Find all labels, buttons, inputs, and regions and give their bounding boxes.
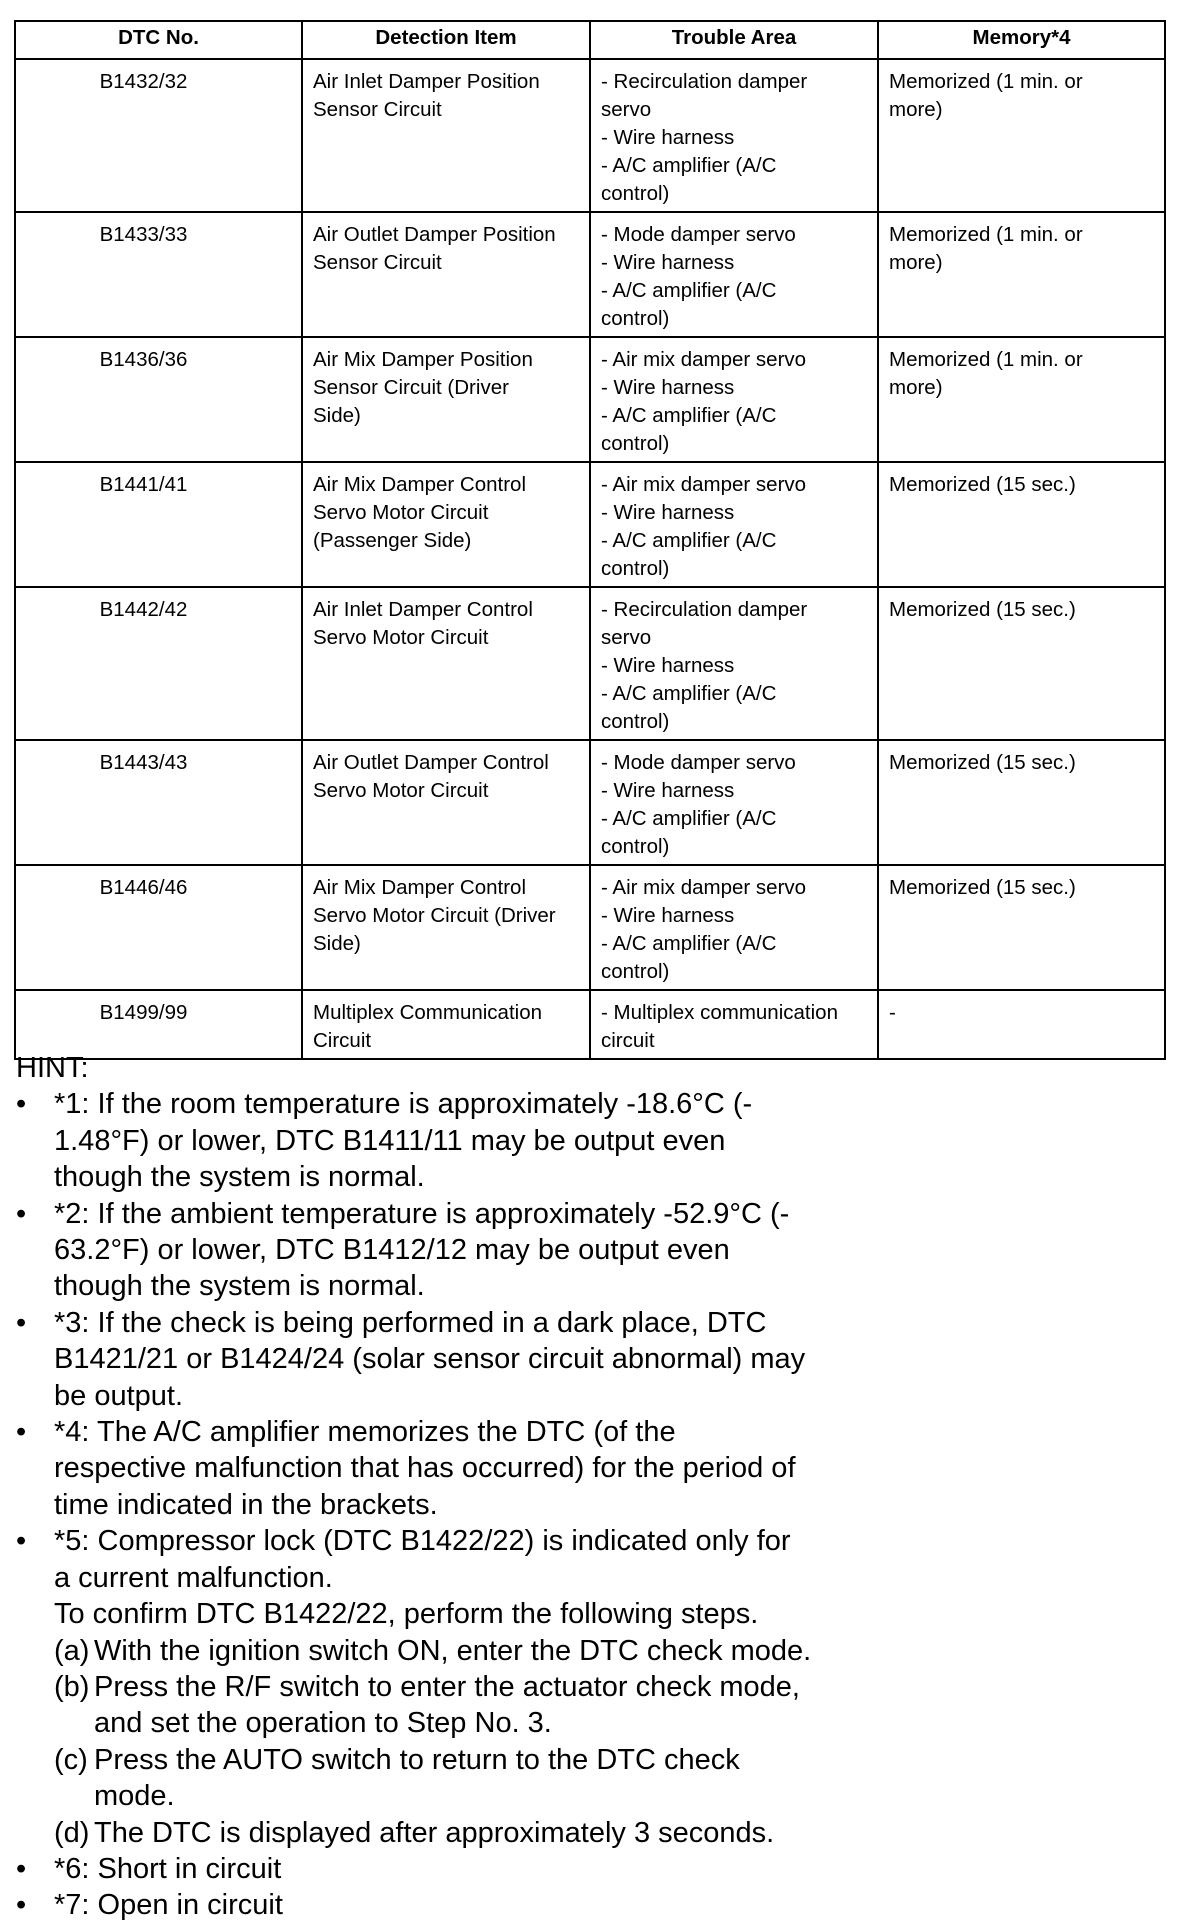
cell-line: - Wire harness xyxy=(601,251,735,274)
hint-note-line: *2: If the ambient temperature is approximately -52.9°C (- xyxy=(54,1197,790,1230)
cell-line: control) xyxy=(601,182,670,205)
detection-item-cell xyxy=(302,59,590,212)
hint-note xyxy=(16,1887,1166,1923)
hint-note-line: respective malfunction that has occurred) for the period of xyxy=(54,1452,796,1485)
hint-section xyxy=(16,1050,1166,1924)
cell-line: - Wire harness xyxy=(601,904,735,927)
step-line: and set the operation to Step No. 3. xyxy=(94,1707,552,1740)
hint-subtext: To confirm DTC B1422/22, perform the following steps. xyxy=(54,1598,759,1631)
trouble-area-cell xyxy=(590,337,878,462)
step-label: (a) xyxy=(54,1634,90,1667)
cell-line: - A/C amplifier (A/C xyxy=(601,404,777,427)
dtc-table xyxy=(14,20,1166,1060)
hint-note xyxy=(16,1523,1166,1596)
cell-line: - A/C amplifier (A/C xyxy=(601,682,777,705)
header-dtc-no: DTC No. xyxy=(15,21,302,59)
hint-note-line: *7: Open in circuit xyxy=(54,1889,283,1922)
cell-line: control) xyxy=(601,960,670,983)
cell-line: Memorized (1 min. or xyxy=(889,70,1083,93)
cell-line: control) xyxy=(601,835,670,858)
cell-line: Air Outlet Damper Position xyxy=(313,223,556,246)
cell-line: - Air mix damper servo xyxy=(601,348,807,371)
table-row xyxy=(15,865,1165,990)
hint-note-line: *3: If the check is being performed in a dark place, DTC xyxy=(54,1306,767,1339)
cell-line: - Mode damper servo xyxy=(601,223,796,246)
bullet-icon: • xyxy=(16,1889,27,1922)
bullet-icon: • xyxy=(16,1306,27,1339)
trouble-area-cell xyxy=(590,587,878,740)
hint-note xyxy=(16,1086,1166,1195)
header-trouble-area: Trouble Area xyxy=(590,21,878,59)
dtc-cell xyxy=(15,59,302,212)
trouble-area-cell xyxy=(590,865,878,990)
cell-line: Servo Motor Circuit (Driver xyxy=(313,904,556,927)
cell-line: B1442/42 xyxy=(99,598,188,621)
cell-line: - Wire harness xyxy=(601,501,735,524)
detection-item-cell xyxy=(302,990,590,1059)
cell-line: more) xyxy=(889,98,943,121)
bullet-icon: • xyxy=(16,1416,27,1449)
cell-line: - Multiplex communication xyxy=(601,1001,838,1024)
cell-line: - Wire harness xyxy=(601,779,735,802)
step-line: With the ignition switch ON, enter the DTC check mode. xyxy=(94,1634,812,1667)
dtc-cell xyxy=(15,865,302,990)
cell-line: servo xyxy=(601,626,652,649)
cell-line: (Passenger Side) xyxy=(313,529,472,552)
cell-line: - Air mix damper servo xyxy=(601,473,807,496)
hint-step xyxy=(16,1815,1166,1851)
cell-line: - xyxy=(889,1001,896,1024)
dtc-cell xyxy=(15,990,302,1059)
hint-note-line: time indicated in the brackets. xyxy=(54,1488,438,1521)
cell-line: more) xyxy=(889,251,943,274)
hint-note xyxy=(16,1305,1166,1414)
bullet-icon: • xyxy=(16,1088,27,1121)
dtc-cell xyxy=(15,462,302,587)
memory-cell xyxy=(878,212,1165,337)
cell-line: Air Inlet Damper Control xyxy=(313,598,533,621)
table-row xyxy=(15,212,1165,337)
hint-note-line: *6: Short in circuit xyxy=(54,1852,282,1885)
hint-note-line: *5: Compressor lock (DTC B1422/22) is indicated only for xyxy=(54,1525,791,1558)
trouble-area-cell xyxy=(590,59,878,212)
memory-cell xyxy=(878,59,1165,212)
cell-line: more) xyxy=(889,376,943,399)
table-row xyxy=(15,59,1165,212)
table-row xyxy=(15,740,1165,865)
cell-line: - A/C amplifier (A/C xyxy=(601,154,777,177)
header-memory: Memory*4 xyxy=(878,21,1165,59)
cell-line: Side) xyxy=(313,932,361,955)
cell-line: Air Mix Damper Position xyxy=(313,348,533,371)
detection-item-cell xyxy=(302,740,590,865)
cell-line: B1499/99 xyxy=(99,1001,188,1024)
hint-note-line: 1.48°F) or lower, DTC B1411/11 may be output even xyxy=(54,1124,726,1157)
detection-item-cell xyxy=(302,587,590,740)
cell-line: Side) xyxy=(313,404,361,427)
cell-line: Memorized (15 sec.) xyxy=(889,751,1076,774)
cell-line: - Wire harness xyxy=(601,126,735,149)
hint-note-line: though the system is normal. xyxy=(54,1270,425,1303)
hint-title: HINT: xyxy=(16,1052,89,1084)
step-line: Press the R/F switch to enter the actuator check mode, xyxy=(94,1670,800,1703)
header-detection-item: Detection Item xyxy=(302,21,590,59)
cell-line: - A/C amplifier (A/C xyxy=(601,932,777,955)
cell-line: B1441/41 xyxy=(99,473,188,496)
hint-note-line: *4: The A/C amplifier memorizes the DTC (of the xyxy=(54,1416,676,1449)
bullet-icon: • xyxy=(16,1197,27,1230)
cell-line: B1433/33 xyxy=(99,223,188,246)
trouble-area-cell xyxy=(590,740,878,865)
cell-line: Multiplex Communication xyxy=(313,1001,543,1024)
table-row xyxy=(15,462,1165,587)
cell-line: Servo Motor Circuit xyxy=(313,779,489,802)
detection-item-cell xyxy=(302,337,590,462)
cell-line: Air Mix Damper Control xyxy=(313,473,527,496)
cell-line: Sensor Circuit xyxy=(313,251,442,274)
bullet-icon: • xyxy=(16,1525,27,1558)
hint-step xyxy=(16,1633,1166,1669)
step-line: Press the AUTO switch to return to the DTC check xyxy=(94,1743,740,1776)
step-label: (c) xyxy=(54,1743,88,1776)
table-row xyxy=(15,990,1165,1059)
hint-note xyxy=(16,1196,1166,1305)
memory-cell xyxy=(878,740,1165,865)
dtc-cell xyxy=(15,740,302,865)
dtc-cell xyxy=(15,587,302,740)
cell-line: Sensor Circuit xyxy=(313,98,442,121)
cell-line: B1432/32 xyxy=(99,70,188,93)
cell-line: - A/C amplifier (A/C xyxy=(601,807,777,830)
trouble-area-cell xyxy=(590,990,878,1059)
cell-line: Sensor Circuit (Driver xyxy=(313,376,509,399)
cell-line: B1446/46 xyxy=(99,876,188,899)
cell-line: control) xyxy=(601,557,670,580)
cell-line: - Recirculation damper xyxy=(601,70,808,93)
cell-line: - Wire harness xyxy=(601,654,735,677)
bullet-icon: • xyxy=(16,1852,27,1885)
cell-line: - Wire harness xyxy=(601,376,735,399)
memory-cell xyxy=(878,865,1165,990)
trouble-area-cell xyxy=(590,212,878,337)
cell-line: Memorized (1 min. or xyxy=(889,223,1083,246)
hint-note-line: *1: If the room temperature is approximately -18.6°C (- xyxy=(54,1088,753,1121)
cell-line: control) xyxy=(601,710,670,733)
step-label: (d) xyxy=(54,1816,90,1849)
cell-line: Memorized (15 sec.) xyxy=(889,598,1076,621)
cell-line: B1443/43 xyxy=(99,751,188,774)
cell-line: Circuit xyxy=(313,1029,372,1052)
memory-cell xyxy=(878,587,1165,740)
memory-cell xyxy=(878,337,1165,462)
cell-line: control) xyxy=(601,307,670,330)
cell-line: - Air mix damper servo xyxy=(601,876,807,899)
cell-line: Servo Motor Circuit xyxy=(313,501,489,524)
table-header-row xyxy=(15,21,1165,59)
memory-cell xyxy=(878,462,1165,587)
cell-line: servo xyxy=(601,98,652,121)
memory-cell xyxy=(878,990,1165,1059)
hint-note xyxy=(16,1851,1166,1887)
detection-item-cell xyxy=(302,865,590,990)
step-line: mode. xyxy=(94,1780,175,1813)
step-label: (b) xyxy=(54,1670,90,1703)
table-row xyxy=(15,587,1165,740)
cell-line: Memorized (15 sec.) xyxy=(889,473,1076,496)
cell-line: B1436/36 xyxy=(99,348,188,371)
hint-note-line: B1421/21 or B1424/24 (solar sensor circuit abnormal) may xyxy=(54,1343,806,1376)
cell-line: Air Mix Damper Control xyxy=(313,876,527,899)
detection-item-cell xyxy=(302,462,590,587)
cell-line: control) xyxy=(601,432,670,455)
cell-line: - A/C amplifier (A/C xyxy=(601,529,777,552)
cell-line: circuit xyxy=(601,1029,655,1052)
cell-line: - A/C amplifier (A/C xyxy=(601,279,777,302)
hint-note-line: 63.2°F) or lower, DTC B1412/12 may be output even xyxy=(54,1234,730,1267)
cell-line: Air Outlet Damper Control xyxy=(313,751,549,774)
step-line: The DTC is displayed after approximately 3 seconds. xyxy=(94,1816,775,1849)
trouble-area-cell xyxy=(590,462,878,587)
hint-step xyxy=(16,1742,1166,1815)
hint-note-line: though the system is normal. xyxy=(54,1161,425,1194)
dtc-cell xyxy=(15,212,302,337)
hint-note-line: be output. xyxy=(54,1379,183,1412)
cell-line: - Recirculation damper xyxy=(601,598,808,621)
hint-note-line: a current malfunction. xyxy=(54,1561,333,1594)
cell-line: Servo Motor Circuit xyxy=(313,626,489,649)
hint-step xyxy=(16,1669,1166,1742)
table-row xyxy=(15,337,1165,462)
cell-line: Memorized (1 min. or xyxy=(889,348,1083,371)
detection-item-cell xyxy=(302,212,590,337)
cell-line: - Mode damper servo xyxy=(601,751,796,774)
hint-note xyxy=(16,1414,1166,1523)
dtc-cell xyxy=(15,337,302,462)
cell-line: Memorized (15 sec.) xyxy=(889,876,1076,899)
cell-line: Air Inlet Damper Position xyxy=(313,70,540,93)
